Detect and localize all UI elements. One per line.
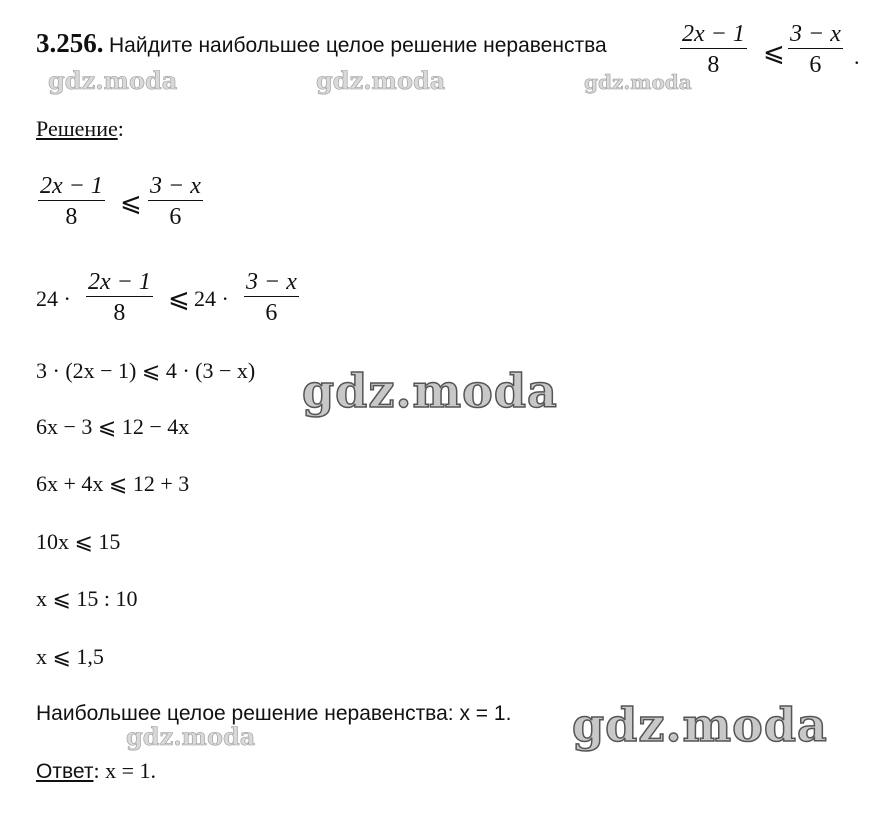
fraction-denominator: 8: [86, 296, 153, 327]
task-period: .: [854, 44, 860, 69]
task-header: [36, 30, 607, 59]
fraction-numerator: 3 − x: [246, 269, 297, 295]
step8: x ⩽ 1,5: [36, 644, 104, 669]
fraction-numerator: 3 − x: [790, 21, 841, 47]
step2-rhs-fraction: [244, 268, 299, 327]
step7: x ⩽ 15 : 10: [36, 586, 138, 611]
step3: 3 · (2x − 1) ⩽ 4 · (3 − x): [36, 358, 256, 383]
fraction-numerator: 2x − 1: [88, 269, 151, 295]
answer: [36, 758, 156, 785]
solution-label: Решение: [36, 116, 118, 141]
solution-colon: :: [117, 116, 124, 141]
fraction-denominator: 8: [680, 48, 747, 79]
watermark: gdz.moda: [302, 364, 558, 418]
step2-coef-right: 24 ·: [194, 286, 229, 311]
fraction-denominator: 6: [244, 296, 299, 327]
fraction-denominator: 6: [148, 200, 203, 231]
step2-coef-left: 24 ·: [36, 286, 71, 311]
step4: 6x − 3 ⩽ 12 − 4x: [36, 414, 190, 439]
step2-relation: ⩽: [168, 284, 190, 313]
solution-heading: [36, 116, 124, 142]
fraction-denominator: 8: [38, 200, 105, 231]
task-number: 3.256.: [36, 28, 104, 58]
answer-value: : x = 1.: [93, 758, 157, 783]
step1-rhs-fraction: [148, 172, 203, 231]
step6: 10x ⩽ 15: [36, 529, 121, 554]
watermark: gdz.moda: [126, 722, 256, 751]
task-text: Найдите наибольшее целое решение неравенства: [109, 34, 607, 57]
step2-lhs-fraction: [86, 268, 153, 327]
fraction-denominator: 6: [788, 48, 843, 79]
fraction-numerator: 3 − x: [150, 173, 201, 199]
conclusion: Наибольшее целое решение неравенства: x = 1.: [36, 702, 512, 725]
fraction-numerator: 2x − 1: [682, 21, 745, 47]
watermark: gdz.moda: [316, 66, 446, 95]
step1-relation: ⩽: [120, 188, 142, 217]
task-relation: ⩽: [763, 38, 785, 67]
watermark: gdz.moda: [48, 66, 178, 95]
step5: 6x + 4x ⩽ 12 + 3: [36, 471, 190, 496]
watermark: gdz.moda: [572, 698, 828, 752]
watermark: gdz.moda: [584, 70, 692, 94]
answer-label: Ответ: [36, 760, 94, 783]
task-rhs-fraction: [788, 20, 843, 79]
fraction-numerator: 2x − 1: [40, 173, 103, 199]
step1-lhs-fraction: [38, 172, 105, 231]
